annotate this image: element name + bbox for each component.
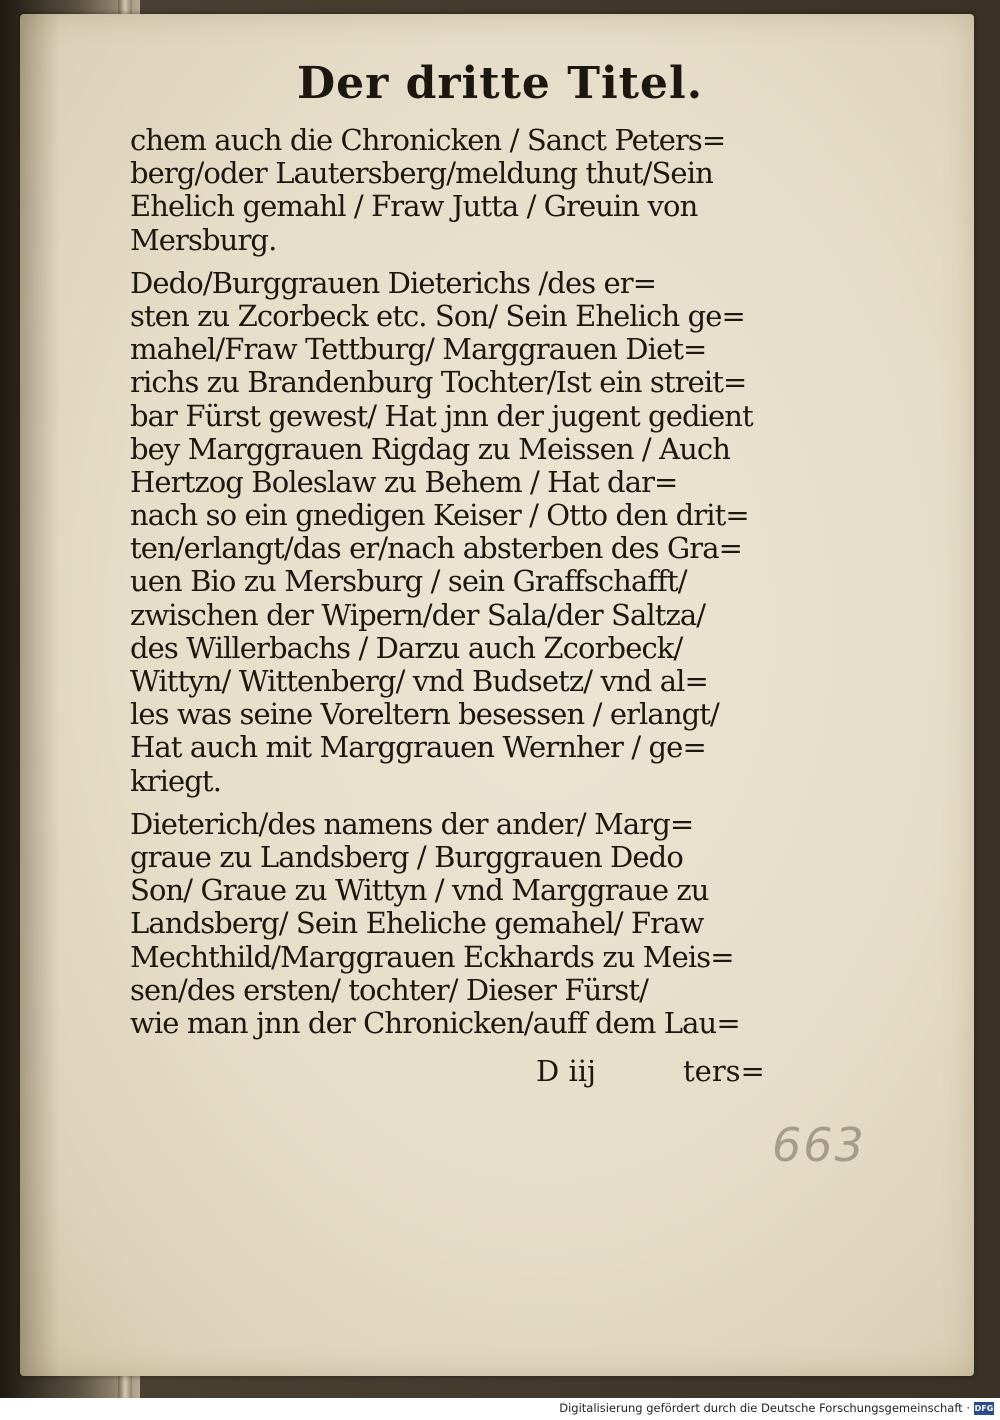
text-line: kriegt. bbox=[130, 764, 222, 798]
text-line: Dedo/Burggrauen Dieterichs /des er= bbox=[130, 266, 657, 300]
text-line: Wittyn/ Wittenberg/ vnd Budsetz/ vnd al= bbox=[130, 665, 708, 698]
text-line: mahel/Fraw Tettburg/ Marggrauen Diet= bbox=[130, 333, 707, 367]
text-line: Hat auch mit Marggrauen Wernher / ge= bbox=[130, 731, 706, 765]
text-line: bar Fürst gewest/ Hat jnn der jugent gedient bbox=[130, 399, 753, 433]
page-heading: Der dritte Titel. bbox=[296, 58, 704, 109]
catchword: ters= bbox=[683, 1054, 765, 1088]
text-line: zwischen der Wipern/der Sala/der Saltza/ bbox=[130, 598, 706, 632]
footer-bar bbox=[0, 1398, 1000, 1420]
text-line: des Willerbachs / Darzu auch Zcorbeck/ bbox=[130, 631, 683, 665]
text-line: Dieterich/des namens der ander/ Marg= bbox=[130, 807, 694, 841]
text-line: richs zu Brandenburg Tochter/Ist ein streit= bbox=[130, 366, 747, 400]
text-line: uen Bio zu Mersburg / sein Graffschafft/ bbox=[130, 565, 687, 599]
page-gutter-shadow bbox=[20, 14, 60, 1376]
folio-number: 663 bbox=[772, 1118, 866, 1172]
paragraph-gap bbox=[130, 257, 770, 267]
text-line: sen/des ersten/ tochter/ Dieser Fürst/ bbox=[130, 973, 648, 1007]
footer-credit: Digitalisierung gefördert durch die Deutsche Forschungsgemeinschaft · bbox=[559, 1401, 970, 1415]
dfg-logo-icon: DFG bbox=[974, 1404, 994, 1413]
text-line: graue zu Landsberg / Burggrauen Dedo bbox=[130, 840, 683, 874]
text-line: wie man jnn der Chronicken/auff dem Lau= bbox=[130, 1006, 740, 1040]
text-line: Hertzog Boleslaw zu Behem / Hat dar= bbox=[130, 465, 678, 499]
text-line: Mersburg. bbox=[130, 223, 277, 257]
signature-mark: D iij bbox=[536, 1054, 597, 1088]
text-line: Mechthild/Marggrauen Eckhards zu Meis= bbox=[130, 940, 734, 974]
paragraph-gap bbox=[130, 798, 770, 808]
text-line: Landsberg/ Sein Eheliche gemahel/ Fraw bbox=[130, 907, 704, 941]
text-line: bey Marggrauen Rigdag zu Meissen / Auch bbox=[130, 432, 731, 466]
text-line: Son/ Graue zu Wittyn / vnd Marggraue zu bbox=[130, 874, 709, 908]
text-line: berg/oder Lautersberg/meldung thut/Sein bbox=[130, 157, 713, 191]
text-line: chem auch die Chronicken / Sanct Peters= bbox=[130, 124, 726, 157]
text-line: Ehelich gemahl / Fraw Jutta / Greuin von bbox=[130, 190, 698, 224]
text-line: les was seine Voreltern besessen / erlangt/ bbox=[130, 698, 719, 732]
text-line: nach so ein gnedigen Keiser / Otto den drit= bbox=[130, 499, 749, 533]
text-line: sten zu Zcorbeck etc. Son/ Sein Ehelich ge= bbox=[130, 299, 745, 333]
text-block bbox=[130, 124, 770, 1040]
text-line: ten/erlangt/das er/nach absterben des Gra= bbox=[130, 532, 743, 566]
